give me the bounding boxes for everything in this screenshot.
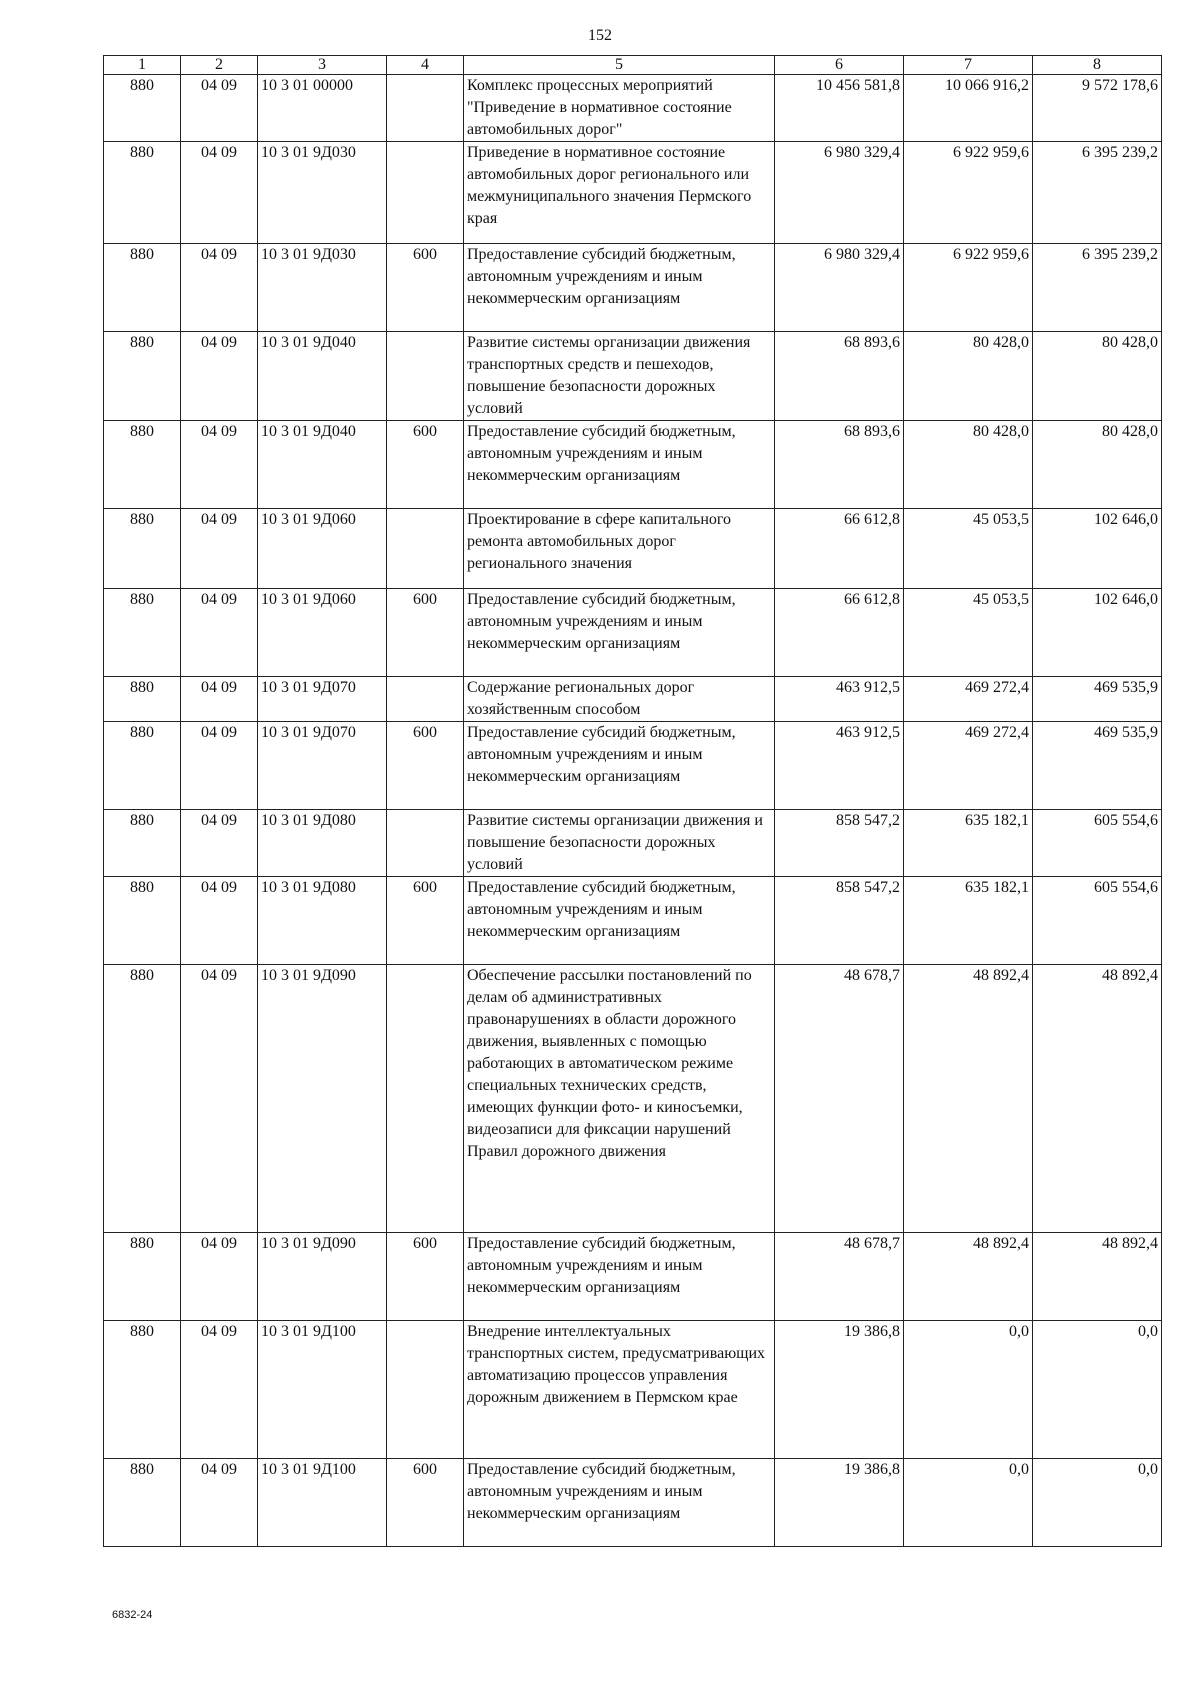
cell-expense-type xyxy=(387,965,464,1233)
cell-amount-2025: 68 893,6 xyxy=(775,332,904,421)
cell-amount-2027: 6 395 239,2 xyxy=(1033,142,1162,244)
cell-target-article: 10 3 01 9Д070 xyxy=(258,722,387,810)
header-col-8: 8 xyxy=(1033,56,1162,75)
cell-amount-2027: 102 646,0 xyxy=(1033,589,1162,677)
cell-amount-2025: 68 893,6 xyxy=(775,421,904,509)
cell-amount-2025: 858 547,2 xyxy=(775,810,904,877)
cell-item-name: Проектирование в сфере капитального ремонта автомобильных дорог регионального значения xyxy=(464,509,775,589)
cell-amount-2025: 858 547,2 xyxy=(775,877,904,965)
cell-target-article: 10 3 01 9Д060 xyxy=(258,509,387,589)
cell-item-name: Развитие системы организации движения транспортных средств и пешеходов, повышение безопасности дорожных условий xyxy=(464,332,775,421)
cell-section-code: 04 09 xyxy=(181,1459,258,1547)
cell-target-article: 10 3 01 9Д030 xyxy=(258,142,387,244)
header-col-2: 2 xyxy=(181,56,258,75)
cell-amount-2025: 48 678,7 xyxy=(775,1233,904,1321)
cell-ministry-code: 880 xyxy=(104,421,181,509)
cell-ministry-code: 880 xyxy=(104,1321,181,1459)
cell-expense-type xyxy=(387,509,464,589)
cell-expense-type xyxy=(387,332,464,421)
cell-amount-2027: 469 535,9 xyxy=(1033,677,1162,722)
cell-amount-2027: 102 646,0 xyxy=(1033,509,1162,589)
cell-item-name: Содержание региональных дорог хозяйственным способом xyxy=(464,677,775,722)
cell-item-name: Развитие системы организации движения и повышение безопасности дорожных условий xyxy=(464,810,775,877)
cell-item-name: Приведение в нормативное состояние автомобильных дорог регионального или межмуниципального значения Пермского края xyxy=(464,142,775,244)
table-row xyxy=(104,810,1162,877)
cell-section-code: 04 09 xyxy=(181,421,258,509)
cell-amount-2026: 635 182,1 xyxy=(904,877,1033,965)
cell-ministry-code: 880 xyxy=(104,722,181,810)
table-row xyxy=(104,677,1162,722)
table-row xyxy=(104,75,1162,142)
cell-section-code: 04 09 xyxy=(181,877,258,965)
cell-amount-2026: 80 428,0 xyxy=(904,332,1033,421)
cell-item-name: Предоставление субсидий бюджетным, автономным учреждениям и иным некоммерческим организациям xyxy=(464,877,775,965)
header-col-5: 5 xyxy=(464,56,775,75)
cell-section-code: 04 09 xyxy=(181,722,258,810)
cell-item-name: Предоставление субсидий бюджетным, автономным учреждениям и иным некоммерческим организациям xyxy=(464,589,775,677)
cell-ministry-code: 880 xyxy=(104,244,181,332)
budget-table xyxy=(103,55,1162,1547)
cell-expense-type: 600 xyxy=(387,589,464,677)
table-row xyxy=(104,1459,1162,1547)
cell-expense-type xyxy=(387,677,464,722)
cell-item-name: Обеспечение рассылки постановлений по делам об административных правонарушениях в области дорожного движения, выявленных с помощью работающих в автоматическом режиме специальных технических средств, имеющих функции фото- и киносъемки, видеозаписи для фиксации нарушений Правил дорожного движения xyxy=(464,965,775,1233)
cell-expense-type xyxy=(387,810,464,877)
cell-target-article: 10 3 01 00000 xyxy=(258,75,387,142)
cell-ministry-code: 880 xyxy=(104,332,181,421)
cell-ministry-code: 880 xyxy=(104,142,181,244)
cell-section-code: 04 09 xyxy=(181,142,258,244)
cell-amount-2026: 45 053,5 xyxy=(904,589,1033,677)
table-body xyxy=(104,75,1162,1547)
table-row xyxy=(104,589,1162,677)
cell-target-article: 10 3 01 9Д060 xyxy=(258,589,387,677)
cell-amount-2027: 48 892,4 xyxy=(1033,1233,1162,1321)
cell-amount-2027: 605 554,6 xyxy=(1033,877,1162,965)
cell-amount-2025: 66 612,8 xyxy=(775,509,904,589)
cell-amount-2026: 635 182,1 xyxy=(904,810,1033,877)
cell-ministry-code: 880 xyxy=(104,877,181,965)
cell-amount-2027: 605 554,6 xyxy=(1033,810,1162,877)
cell-amount-2026: 0,0 xyxy=(904,1321,1033,1459)
cell-ministry-code: 880 xyxy=(104,1233,181,1321)
table-row xyxy=(104,421,1162,509)
cell-section-code: 04 09 xyxy=(181,509,258,589)
cell-target-article: 10 3 01 9Д090 xyxy=(258,1233,387,1321)
table-row xyxy=(104,142,1162,244)
table-row xyxy=(104,332,1162,421)
document-code: 6832-24 xyxy=(112,1609,153,1621)
cell-amount-2026: 48 892,4 xyxy=(904,1233,1033,1321)
table-row xyxy=(104,244,1162,332)
cell-expense-type: 600 xyxy=(387,1233,464,1321)
cell-amount-2027: 0,0 xyxy=(1033,1321,1162,1459)
cell-item-name: Внедрение интеллектуальных транспортных систем, предусматривающих автоматизацию процессов управления дорожным движением в Пермском крае xyxy=(464,1321,775,1459)
table-row xyxy=(104,1233,1162,1321)
cell-amount-2025: 48 678,7 xyxy=(775,965,904,1233)
table-row xyxy=(104,965,1162,1233)
cell-amount-2026: 45 053,5 xyxy=(904,509,1033,589)
cell-ministry-code: 880 xyxy=(104,589,181,677)
cell-item-name: Предоставление субсидий бюджетным, автономным учреждениям и иным некоммерческим организациям xyxy=(464,1459,775,1547)
cell-amount-2026: 6 922 959,6 xyxy=(904,142,1033,244)
cell-amount-2025: 10 456 581,8 xyxy=(775,75,904,142)
cell-target-article: 10 3 01 9Д030 xyxy=(258,244,387,332)
header-col-7: 7 xyxy=(904,56,1033,75)
cell-ministry-code: 880 xyxy=(104,965,181,1233)
cell-target-article: 10 3 01 9Д040 xyxy=(258,421,387,509)
header-row xyxy=(104,56,1162,75)
cell-ministry-code: 880 xyxy=(104,677,181,722)
header-col-1: 1 xyxy=(104,56,181,75)
cell-expense-type: 600 xyxy=(387,722,464,810)
cell-amount-2027: 48 892,4 xyxy=(1033,965,1162,1233)
cell-amount-2026: 0,0 xyxy=(904,1459,1033,1547)
cell-section-code: 04 09 xyxy=(181,332,258,421)
cell-ministry-code: 880 xyxy=(104,509,181,589)
cell-target-article: 10 3 01 9Д080 xyxy=(258,810,387,877)
cell-expense-type: 600 xyxy=(387,1459,464,1547)
cell-amount-2027: 0,0 xyxy=(1033,1459,1162,1547)
cell-expense-type: 600 xyxy=(387,421,464,509)
cell-amount-2025: 6 980 329,4 xyxy=(775,142,904,244)
cell-amount-2027: 6 395 239,2 xyxy=(1033,244,1162,332)
cell-amount-2025: 6 980 329,4 xyxy=(775,244,904,332)
cell-expense-type: 600 xyxy=(387,244,464,332)
cell-amount-2027: 80 428,0 xyxy=(1033,421,1162,509)
cell-amount-2027: 80 428,0 xyxy=(1033,332,1162,421)
cell-expense-type xyxy=(387,75,464,142)
cell-target-article: 10 3 01 9Д090 xyxy=(258,965,387,1233)
cell-item-name: Предоставление субсидий бюджетным, автономным учреждениям и иным некоммерческим организациям xyxy=(464,421,775,509)
cell-section-code: 04 09 xyxy=(181,810,258,877)
cell-amount-2025: 19 386,8 xyxy=(775,1459,904,1547)
cell-amount-2027: 469 535,9 xyxy=(1033,722,1162,810)
page-number: 152 xyxy=(588,27,612,44)
cell-item-name: Комплекс процессных мероприятий "Приведение в нормативное состояние автомобильных дорог" xyxy=(464,75,775,142)
cell-expense-type: 600 xyxy=(387,877,464,965)
cell-amount-2025: 463 912,5 xyxy=(775,722,904,810)
cell-target-article: 10 3 01 9Д080 xyxy=(258,877,387,965)
cell-amount-2027: 9 572 178,6 xyxy=(1033,75,1162,142)
cell-amount-2026: 80 428,0 xyxy=(904,421,1033,509)
cell-target-article: 10 3 01 9Д100 xyxy=(258,1459,387,1547)
cell-ministry-code: 880 xyxy=(104,1459,181,1547)
header-col-6: 6 xyxy=(775,56,904,75)
cell-section-code: 04 09 xyxy=(181,244,258,332)
cell-section-code: 04 09 xyxy=(181,1321,258,1459)
cell-amount-2026: 469 272,4 xyxy=(904,722,1033,810)
cell-amount-2026: 48 892,4 xyxy=(904,965,1033,1233)
table-row xyxy=(104,1321,1162,1459)
cell-item-name: Предоставление субсидий бюджетным, автономным учреждениям и иным некоммерческим организациям xyxy=(464,722,775,810)
cell-target-article: 10 3 01 9Д100 xyxy=(258,1321,387,1459)
cell-amount-2025: 19 386,8 xyxy=(775,1321,904,1459)
cell-ministry-code: 880 xyxy=(104,810,181,877)
cell-section-code: 04 09 xyxy=(181,75,258,142)
cell-item-name: Предоставление субсидий бюджетным, автономным учреждениям и иным некоммерческим организациям xyxy=(464,244,775,332)
cell-item-name: Предоставление субсидий бюджетным, автономным учреждениям и иным некоммерческим организациям xyxy=(464,1233,775,1321)
cell-target-article: 10 3 01 9Д040 xyxy=(258,332,387,421)
cell-expense-type xyxy=(387,142,464,244)
cell-amount-2026: 10 066 916,2 xyxy=(904,75,1033,142)
cell-section-code: 04 09 xyxy=(181,1233,258,1321)
cell-expense-type xyxy=(387,1321,464,1459)
cell-amount-2025: 66 612,8 xyxy=(775,589,904,677)
header-col-3: 3 xyxy=(258,56,387,75)
cell-ministry-code: 880 xyxy=(104,75,181,142)
cell-amount-2026: 6 922 959,6 xyxy=(904,244,1033,332)
cell-amount-2025: 463 912,5 xyxy=(775,677,904,722)
cell-target-article: 10 3 01 9Д070 xyxy=(258,677,387,722)
cell-section-code: 04 09 xyxy=(181,965,258,1233)
cell-section-code: 04 09 xyxy=(181,589,258,677)
cell-section-code: 04 09 xyxy=(181,677,258,722)
table-row xyxy=(104,509,1162,589)
table-row xyxy=(104,722,1162,810)
table-row xyxy=(104,877,1162,965)
cell-amount-2026: 469 272,4 xyxy=(904,677,1033,722)
header-col-4: 4 xyxy=(387,56,464,75)
